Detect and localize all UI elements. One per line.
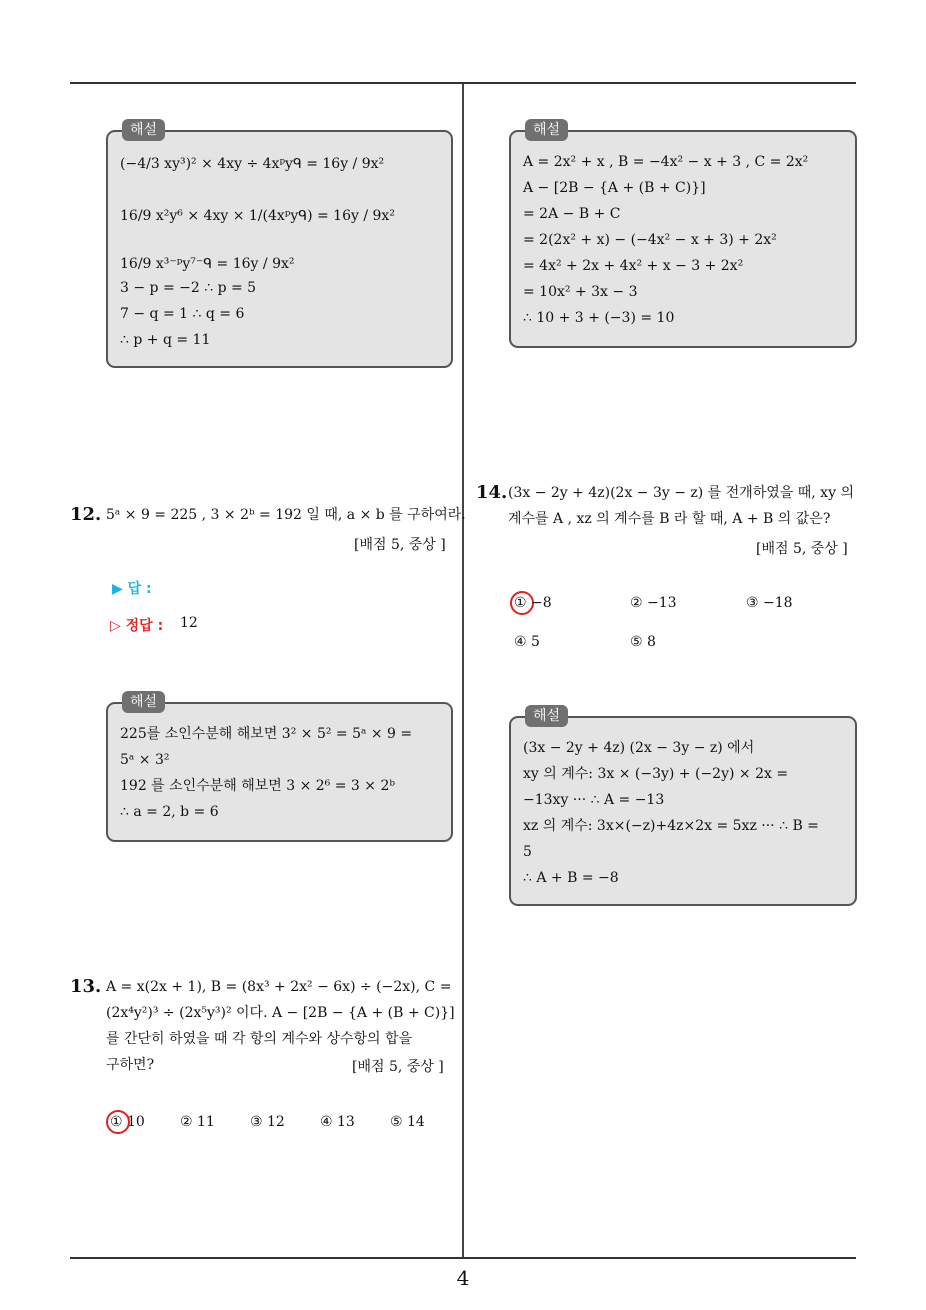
question-text: 5ᵃ × 9 = 225 , 3 × 2ᵇ = 192 일 때, a × b 를 구하여라. [106, 507, 466, 523]
bottom-rule [70, 1257, 856, 1259]
solution-line: ∴ a = 2, b = 6 [120, 804, 219, 820]
solution-line: A = 2x² + x , B = −4x² − x + 3 , C = 2x² [523, 154, 809, 170]
choice-1[interactable]: ① 10 [110, 1114, 145, 1130]
answer-label: ▶ 답 : [112, 581, 152, 597]
solution-line: = 2(2x² + x) − (−4x² − x + 3) + 2x² [523, 232, 777, 248]
solution-tag: 해설 [122, 691, 165, 713]
solution-line: 7 − q = 1 ∴ q = 6 [120, 306, 245, 322]
choice-5[interactable]: ⑤ 14 [390, 1114, 425, 1130]
solution-line: 16/9 x³⁻ᵖy⁷⁻ᑫ = 16y / 9x² [120, 256, 295, 272]
solution-line: A − [2B − {A + (B + C)}] [523, 180, 706, 196]
question-text: (2x⁴y²)³ ÷ (2x⁵y³)² 이다. A − [2B − {A + (B + C)}] [106, 1005, 455, 1021]
solution-line: 5ᵃ × 3² [120, 752, 170, 768]
page-number: 4 [456, 1266, 470, 1290]
correct-value: 12 [180, 615, 198, 631]
solution-box-q10 [509, 122, 857, 348]
solution-line: 16/9 x²y⁶ × 4xy × 1/(4xᵖyᑫ) = 16y / 9x² [120, 208, 395, 224]
correct-label: ▷ 정답 : [110, 618, 164, 634]
solution-line: = 4x² + 2x + 4x² + x − 3 + 2x² [523, 258, 744, 274]
question-number: 13. [70, 976, 102, 997]
question-text: (3x − 2y + 4z)(2x − 3y − z) 를 전개하였을 때, xy 의 [508, 485, 854, 501]
solution-line: = 10x² + 3x − 3 [523, 284, 638, 300]
question-text: 를 간단히 하였을 때 각 항의 계수와 상수항의 합을 [106, 1031, 413, 1047]
question-text: 계수를 A , xz 의 계수를 B 라 할 때, A + B 의 값은? [508, 511, 831, 527]
choice-3[interactable]: ③ 12 [250, 1114, 285, 1130]
solution-line: ∴ 10 + 3 + (−3) = 10 [523, 310, 675, 326]
choice-2[interactable]: ② 11 [180, 1114, 215, 1130]
solution-line: 5 [523, 844, 532, 860]
question-meta: [배점 5, 중상 ] [756, 541, 848, 557]
solution-line: 3 − p = −2 ∴ p = 5 [120, 280, 257, 296]
solution-tag: 해설 [122, 119, 165, 141]
solution-tag: 해설 [525, 705, 568, 727]
choice-1[interactable]: ① −8 [514, 595, 552, 611]
solution-line: 192 를 소인수분해 해보면 3 × 2⁶ = 3 × 2ᵇ [120, 778, 395, 794]
solution-tag: 해설 [525, 119, 568, 141]
solution-box-q11 [106, 122, 453, 368]
solution-line: = 2A − B + C [523, 206, 621, 222]
column-divider [462, 84, 464, 1257]
solution-box-q14 [509, 708, 857, 906]
solution-line: 225를 소인수분해 해보면 3² × 5² = 5ᵃ × 9 = [120, 726, 413, 742]
solution-line: −13xy ··· ∴ A = −13 [523, 792, 665, 808]
solution-line: (−4/3 xy³)² × 4xy ÷ 4xᵖyᑫ = 16y / 9x² [120, 156, 385, 172]
question-text: A = x(2x + 1), B = (8x³ + 2x² − 6x) ÷ (−2x), C = [106, 979, 452, 995]
question-number: 14. [476, 482, 508, 503]
choice-2[interactable]: ② −13 [630, 595, 677, 611]
solution-line: xy 의 계수: 3x × (−3y) + (−2y) × 2x = [523, 766, 789, 782]
solution-box-q12 [106, 694, 453, 842]
question-number: 12. [70, 504, 102, 525]
solution-line: ∴ p + q = 11 [120, 332, 211, 348]
solution-line: xz 의 계수: 3x×(−z)+4z×2x = 5xz ··· ∴ B = [523, 818, 819, 834]
choice-3[interactable]: ③ −18 [746, 595, 793, 611]
choice-5[interactable]: ⑤ 8 [630, 634, 656, 650]
question-meta: [배점 5, 중상 ] [354, 537, 446, 553]
choice-4[interactable]: ④ 5 [514, 634, 540, 650]
choice-4[interactable]: ④ 13 [320, 1114, 355, 1130]
solution-line: (3x − 2y + 4z) (2x − 3y − z) 에서 [523, 740, 755, 756]
question-meta: [배점 5, 중상 ] [352, 1059, 444, 1075]
question-text: 구하면? [106, 1057, 155, 1073]
solution-line: ∴ A + B = −8 [523, 870, 619, 886]
